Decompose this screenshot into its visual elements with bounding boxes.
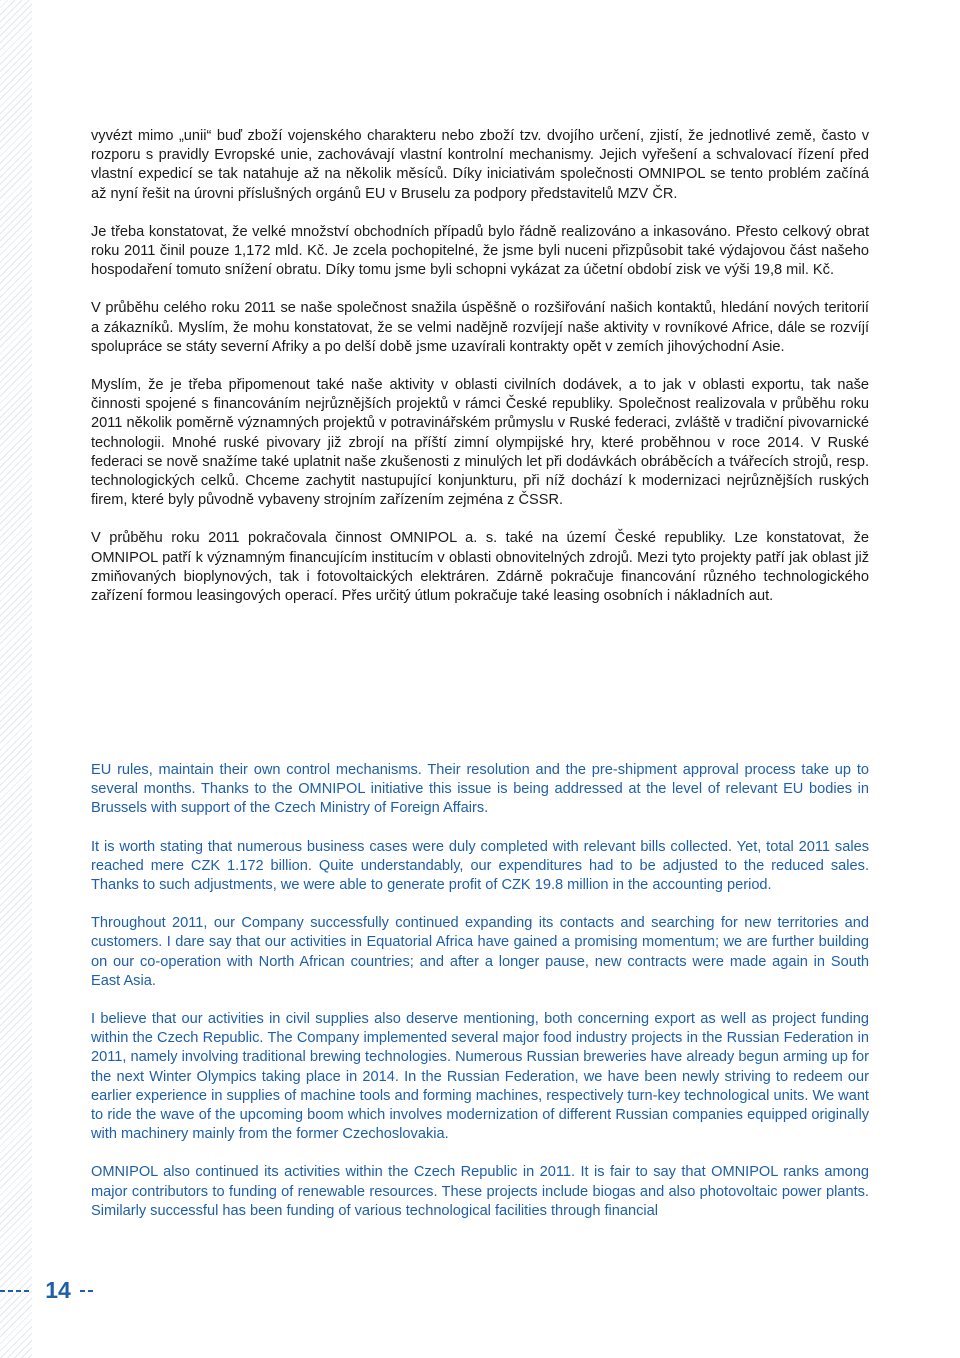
english-paragraph-1: EU rules, maintain their own control mechanisms. Their resolution and the pre-shipment approval process take up to several months. Thanks to the OMNIPOL initiative this issue is being addressed at the level of relevant EU bodies in Brussels with support of the Czech Ministry of Foreign Affairs.	[91, 762, 869, 817]
english-paragraph-3: Throughout 2011, our Company successfully continued expanding its contacts and searching for new territories and customers. I dare say that our activities in Equatorial Africa have gained a promising momentum; we are further building on our co-operation with North African countries; and after a longer pause, new contracts were made again in South East Asia.	[91, 915, 869, 989]
english-paragraph-5: OMNIPOL also continued its activities within the Czech Republic in 2011. It is fair to say that OMNIPOL ranks among major contributors to funding of renewable resources. These projects include biogas and also photovoltaic power plants. Similarly successful has been funding of various technological facilities through financial	[91, 1164, 869, 1219]
czech-paragraph-3: V průběhu celého roku 2011 se naše společnost snažila úspěšně o rozšiřování našich kontaktů, hledání nových teritorií a zákazníků. Myslím, že mohu konstatovat, že se velmi nadějně rozvíjejí naše aktivity v rovníkové Africe, dále se rozvíjí spolupráce se státy severní Afriky a po delší době jsme uzavírali kontrakty opět v zemích jihovýchodní Asie.	[91, 300, 869, 355]
english-paragraph-4: I believe that our activities in civil supplies also deserve mentioning, both concerning export as well as project funding within the Czech Republic. The Company implemented several major food industry projects in the Russian Federation in 2011, namely involving traditional brewing technologies. Numerous Russian breweries have already begun arming up for the next Winter Olympics taking place in 2014. In the Russian Federation, we have been newly striving to redeem our earlier experience in supplies of machine tools and forming machines, respectively turn-key technological units. We want to ride the wave of the upcoming boom which involves modernization of different Russian companies equipped originally with machinery mainly from the former Czechoslovakia.	[91, 1011, 869, 1143]
page-number: 14	[45, 1277, 71, 1303]
english-paragraph-2: It is worth stating that numerous business cases were duly completed with relevant bills collected. Yet, total 2011 sales reached mere CZK 1.172 billion. Quite understandably, our expenditures had to be adjusted to the reduced sales. Thanks to such adjustments, we were able to generate profit of CZK 19.8 million in the accounting period.	[91, 838, 869, 894]
czech-paragraph-4: Myslím, že je třeba připomenout také naše aktivity v oblasti civilních dodávek, a to jak v oblasti exportu, tak naše činnosti spojené s financováním nejrůznějších projektů v rámci České republiky. Společnost realizovala v průběhu roku 2011 několik poměrně významných projektů v potravinářském průmyslu v Ruské federaci, zvláště v tradiční pivovarnické technologii. Mnohé ruské pivovary již zbrojí na příští zimní olympijské hry, které proběhnou v roce 2014. V Ruské federaci se nově snažíme také uplatnit naše zkušenosti z minulých let při dodávkách obráběcích a tvářecích strojů, resp. technologických celků. Chceme zachytit nastupující konjunkturu, při níž dochází k modernizaci nejrůznějších ruských firem, které byly původně vybaveny strojním zařízením zejména z ČSSR.	[91, 377, 869, 509]
czech-paragraph-2: Je třeba konstatovat, že velké množství obchodních případů bylo řádně realizováno a inkasováno. Přesto celkový obrat roku 2011 činil pouze 1,172 mld. Kč. Je zcela pochopitelné, že jsme byli nuceni přizpůsobit také výdajovou část našeho hospodaření tomuto snížení obratu. Díky tomu jsme byli schopni vykázat za účetní období zisk ve výši 19,8 mil. Kč.	[91, 223, 869, 279]
page-number-rule-right	[80, 1290, 96, 1292]
english-text-column	[91, 761, 869, 1240]
czech-paragraph-5: V průběhu roku 2011 pokračovala činnost OMNIPOL a. s. také na území České republiky. Lze konstatovat, že OMNIPOL patří k významným financujícím institucím v oblasti obnovitelných zdrojů. Mezi tyto projekty patří jak oblast již zmiňovaných bioplynových, tak i fotovoltaických elektráren. Zdárně pokračuje financování různého technologického zařízení formou leasingových operací. Přes určitý útlum pokračuje také leasing osobních i nákladních aut.	[91, 530, 869, 605]
czech-text-column	[91, 127, 869, 625]
czech-paragraph-1: vyvézt mimo „unii“ buď zboží vojenského charakteru nebo zboží tzv. dvojího určení, zjistí, že jednotlivé země, často v rozporu s pravidly Evropské unie, zachovávají vlastní kontrolní mechanismy. Jejich vyřešení a schvalovací řízení před vlastní expedicí se tak natahuje až na několik měsíců. Díky iniciativám společnosti OMNIPOL se tento problém začíná až nyní řešit na úrovni příslušných orgánů EU v Bruselu za podpory představitelů MZV ČR.	[91, 128, 869, 202]
page-number-rule-left	[0, 1290, 32, 1292]
